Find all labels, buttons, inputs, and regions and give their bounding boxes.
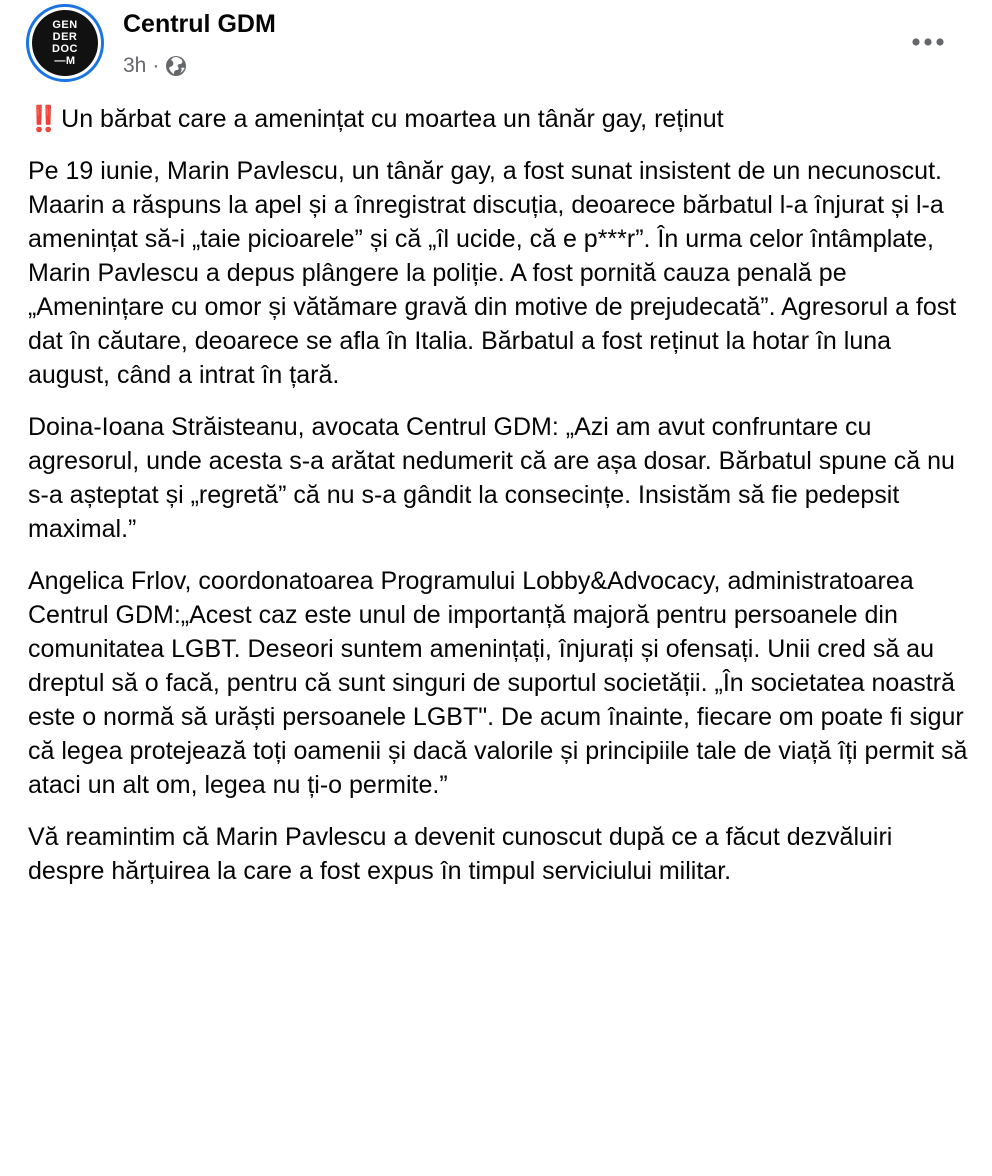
double-exclamation-icon: ‼️ — [28, 104, 56, 133]
post-meta — [123, 52, 187, 80]
avatar-logo-line: —M — [54, 55, 76, 67]
globe-icon[interactable] — [165, 55, 187, 77]
avatar-logo — [32, 10, 98, 76]
post-timestamp[interactable]: 3h — [123, 54, 147, 77]
meta-separator: · — [152, 54, 160, 77]
post-paragraph: Pe 19 iunie, Marin Pavlescu, un tânăr gay, a fost sunat insistent de un necunoscut. Maarin a răspuns la apel și a înregistrat discuția, deoarece bărbatul l-a înjurat și l-a amenințat să-i „taie picioarele” și că „îl ucide, că e p***r”. În urma celor întâmplate, Marin Pavlescu a depus plângere la poliție. A fost pornită cauza penală pe „Amenințare cu omor și vătămare gravă din motive de prejudecată”. Agresorul a fost dat în căutare, deoarece se afla în Italia. Bărbatul a fost reținut la hotar în luna august, când a intrat în țară. — [28, 157, 957, 389]
more-dots-icon — [910, 37, 946, 47]
avatar-logo-line: DOC — [52, 43, 78, 55]
page-name-link[interactable]: Centrul GDM — [123, 10, 276, 38]
post-paragraph: Vă reamintim că Marin Pavlescu a devenit cunoscut după ce a făcut dezvăluiri despre hărțuirea la care a fost expus în timpul serviciului militar. — [28, 823, 893, 885]
page-avatar[interactable] — [26, 4, 104, 82]
post-paragraph: Doina-Ioana Străisteanu, avocata Centrul GDM: „Azi am avut confruntare cu agresorul, unde acesta s-a arătat nedumerit că are așa dosar. Bărbatul spune că nu s-a așteptat și „regretă” că nu s-a gândit la consecințe. Insistăm să fie pedepsit maximal.” — [28, 413, 955, 543]
headline-text: Un bărbat care a amenințat cu moartea un tânăr gay, reținut — [61, 105, 724, 133]
avatar-logo-line: GEN — [52, 19, 78, 31]
avatar-logo-line: DER — [52, 31, 78, 43]
post-body — [28, 102, 968, 906]
more-options-button[interactable] — [908, 22, 948, 62]
post-headline — [28, 102, 968, 136]
post-paragraph: Angelica Frlov, coordonatoarea Programului Lobby&Advocacy, administratoarea Centrul GDM:„Acest caz este unul de importanță majoră pentru persoanele din comunitatea LGBT. Deseori suntem amenințați, înjurați și ofensați. Unii cred să au dreptul să o facă, pentru că sunt singuri de suportul societății. „În societatea noastră este o normă să urăști persoanele LGBT". De acum înainte, fiecare om poate fi sigur că legea protejează toți oamenii și dacă valorile și principiile tale de viață îți permit să ataci un alt om, legea nu ți-o permite.” — [28, 567, 968, 799]
post-header — [0, 0, 992, 100]
